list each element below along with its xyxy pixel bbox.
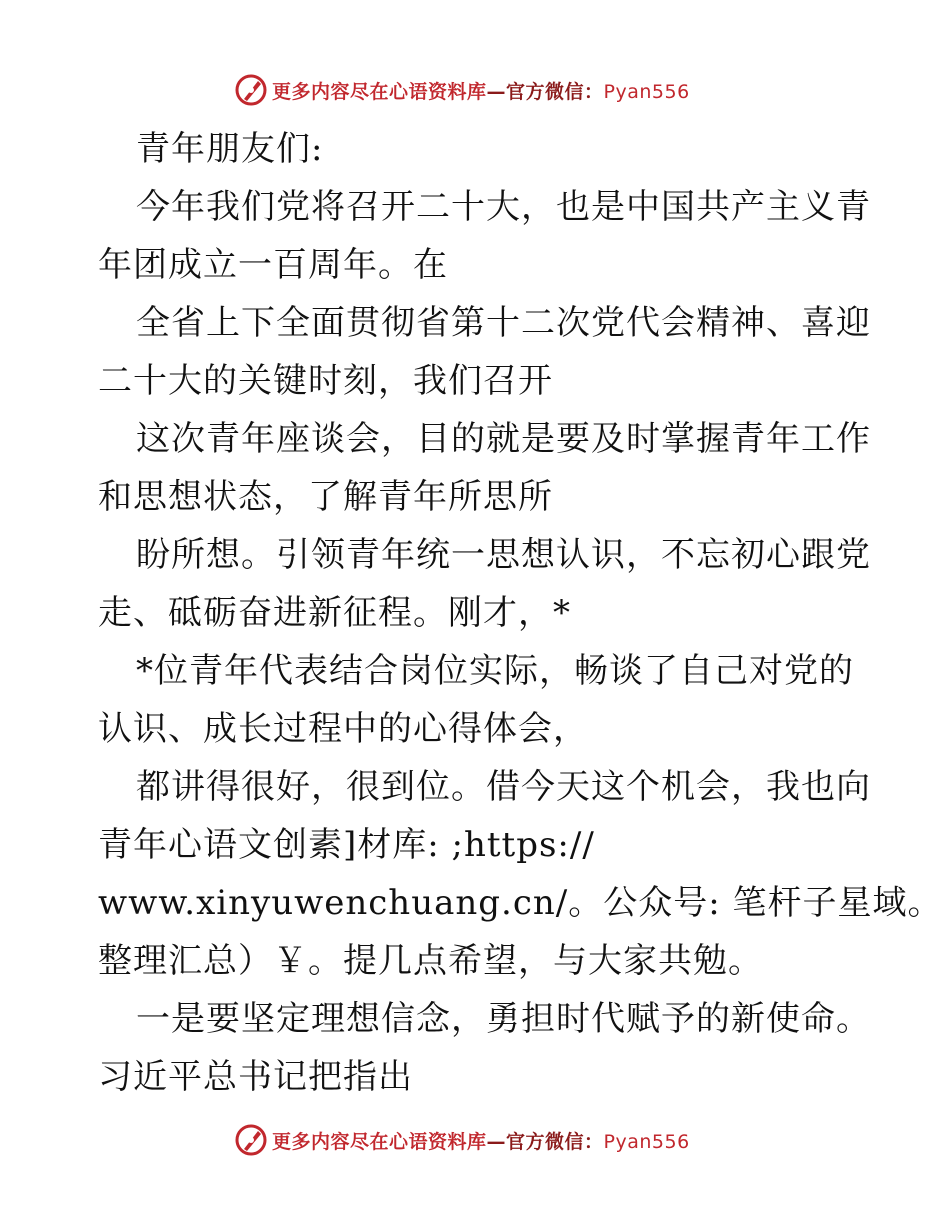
paragraph-line: 习近平总书记把指出 <box>98 1057 413 1097</box>
pen-nib-circle-icon <box>234 73 268 107</box>
paragraph-line: 年团成立一百周年。在 <box>98 245 448 285</box>
paragraph-line: 青年心语文创素]材库: ;https:// <box>98 825 595 865</box>
banner-title: 更多内容尽在心语资料库 <box>272 80 487 103</box>
banner-wechat-id: Pyan556 <box>603 80 690 103</box>
paragraph-line: 认识、成长过程中的心得体会， <box>98 709 588 749</box>
paragraph-line: *位青年代表结合岗位实际，畅谈了自己对党的 <box>136 651 854 691</box>
banner-title: 更多内容尽在心语资料库 <box>272 1130 487 1153</box>
paragraph-line: 全省上下全面贯彻省第十二次党代会精神、喜迎 <box>136 303 871 343</box>
paragraph-line: 一是要坚定理想信念，勇担时代赋予的新使命。 <box>136 999 871 1039</box>
paragraph-line: 和思想状态，了解青年所思所 <box>98 477 553 517</box>
header-banner <box>234 72 690 108</box>
paragraph-line: www.xinyuwenchuang.cn/。公众号: 笔杆子星域。 <box>98 883 943 923</box>
footer-banner <box>234 1122 690 1158</box>
banner-wechat-label: —官方微信： <box>486 1130 604 1153</box>
paragraph-line: 盼所想。引领青年统一思想认识，不忘初心跟党 <box>136 535 871 575</box>
paragraph-line: 今年我们党将召开二十大，也是中国共产主义青 <box>136 187 871 227</box>
paragraph-line: 青年朋友们: <box>136 129 324 169</box>
paragraph-line: 都讲得很好，很到位。借今天这个机会，我也向 <box>136 767 871 807</box>
banner-wechat-label: —官方微信： <box>486 80 604 103</box>
banner-wechat-id: Pyan556 <box>603 1130 690 1153</box>
paragraph-line: 二十大的关键时刻，我们召开 <box>98 361 553 401</box>
paragraph-line: 走、砥砺奋进新征程。刚才，* <box>98 593 571 633</box>
footer-banner-text <box>272 1127 690 1154</box>
paragraph-line: 整理汇总）￥。提几点希望，与大家共勉。 <box>98 941 763 981</box>
header-banner-text <box>272 77 690 104</box>
document-body <box>98 120 943 1106</box>
paragraph-line: 这次青年座谈会，目的就是要及时掌握青年工作 <box>136 419 871 459</box>
pen-nib-circle-icon <box>234 1123 268 1157</box>
